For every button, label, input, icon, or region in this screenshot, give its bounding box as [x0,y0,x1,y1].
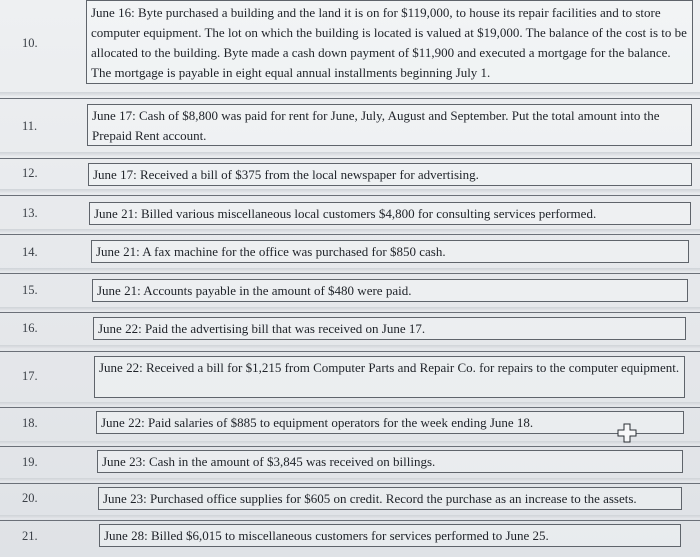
transaction-text: June 21: A fax machine for the office was purchased for $850 cash. [91,240,689,263]
transaction-row-13 [0,195,700,229]
transaction-text: June 22: Received a bill for $1,215 from Computer Parts and Repair Co. for repairs to the computer equipment. [94,356,685,398]
transaction-text: June 17: Cash of $8,800 was paid for rent for June, July, August and September. Put the total amount into the Prepaid Rent account. [87,104,692,146]
transaction-text: June 22: Paid salaries of $885 to equipment operators for the week ending June 18. [96,411,684,434]
transaction-text: June 23: Cash in the amount of $3,845 was received on billings. [97,450,683,473]
transaction-text: June 23: Purchased office supplies for $605 on credit. Record the purchase as an increase to the assets. [98,487,682,510]
row-number: 17. [22,369,38,383]
transaction-row-15 [0,273,700,309]
transaction-row-19 [0,446,700,482]
row-divider [0,515,700,519]
row-divider [0,441,700,445]
row-number: 14. [22,245,38,259]
row-number: 21. [22,529,38,543]
row-number: 18. [22,416,38,430]
row-number: 16. [22,321,38,335]
transaction-row-17 [0,351,700,403]
transaction-row-21 [0,520,700,557]
row-number: 12. [22,166,38,180]
crosshair-plus-icon [617,423,637,443]
transaction-row-12 [0,158,700,188]
row-divider [0,229,700,233]
transaction-text: June 16: Byte purchased a building and the land it is on for $119,000, to house its repair facilities and to store computer equipment. The lot on which the building is located is valued at $19,000. The balance of the cost is to be allocated to the building. Byte made a cash down payment of $11,900 and executed a mortgage for the balance. The mortgage is payable in eight equal annual installments beginning July 1. [86,0,693,84]
transaction-row-11 [0,98,700,152]
transaction-text: June 21: Billed various miscellaneous local customers $4,800 for consulting services performed. [89,202,691,225]
transaction-row-14 [0,234,700,269]
transaction-row-10 [0,0,700,88]
row-number: 13. [22,206,38,220]
transaction-text: June 17: Received a bill of $375 from the local newspaper for advertising. [88,163,692,186]
row-divider [0,402,700,406]
transaction-text: June 22: Paid the advertising bill that was received on June 17. [93,317,686,340]
row-divider [0,268,700,272]
transaction-row-16 [0,312,700,348]
row-divider [0,189,700,193]
row-number: 20. [22,491,38,505]
transaction-row-20 [0,483,700,517]
row-divider [0,307,700,311]
transaction-row-18 [0,407,700,443]
row-divider [0,92,700,96]
transaction-text: June 28: Billed $6,015 to miscellaneous customers for services performed to June 25. [99,524,681,547]
row-divider [0,478,700,482]
row-number: 19. [22,455,38,469]
row-number: 10. [22,36,38,50]
row-divider [0,345,700,349]
row-number: 15. [22,283,38,297]
transaction-text: June 21: Accounts payable in the amount of $480 were paid. [92,279,688,302]
row-number: 11. [22,119,38,133]
row-divider [0,152,700,156]
